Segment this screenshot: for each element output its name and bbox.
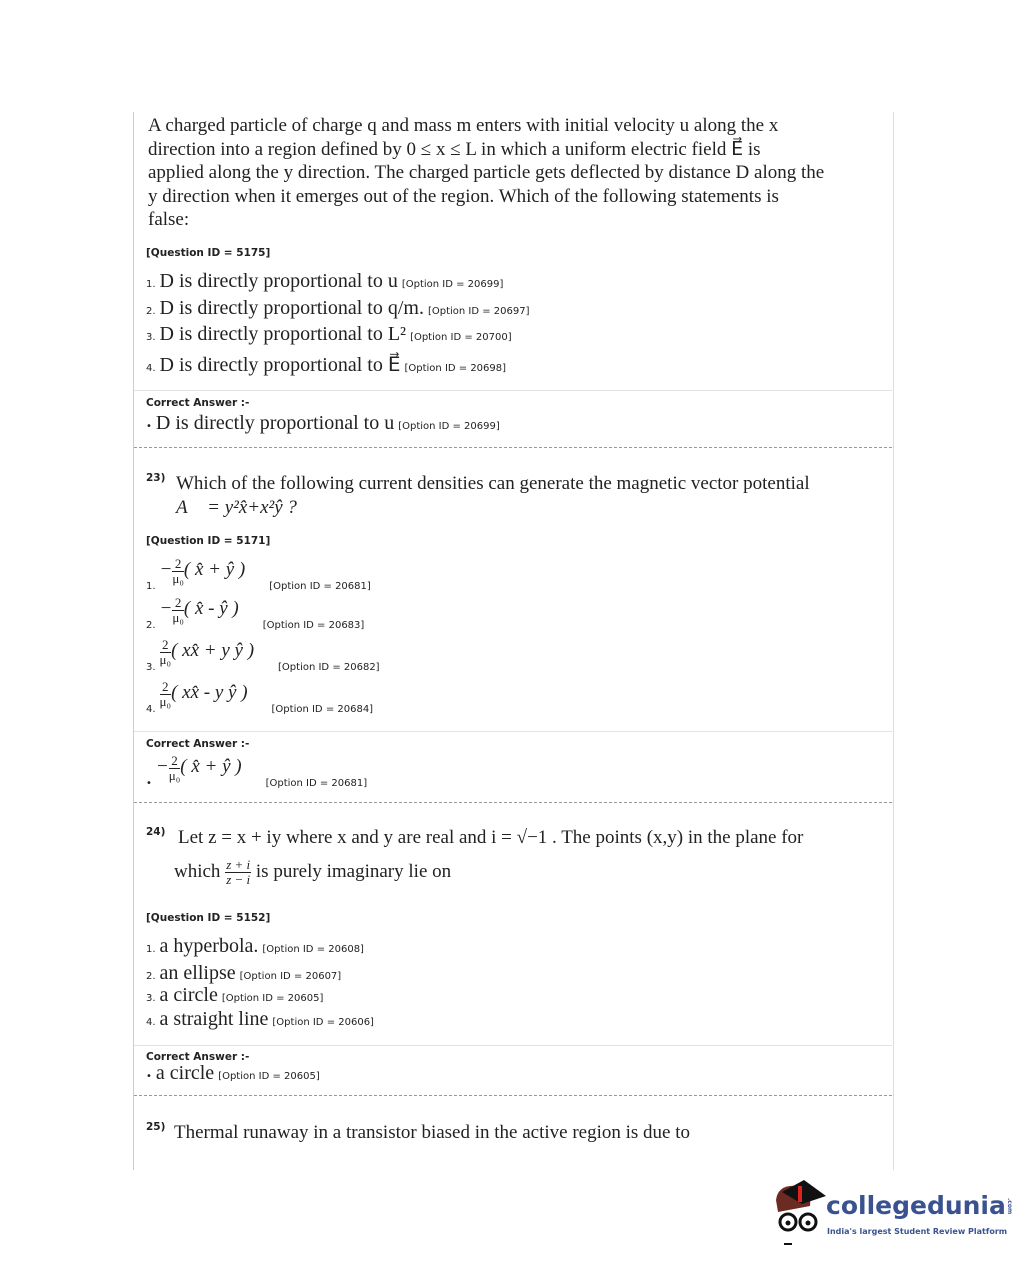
- option-id: [Option ID = 20700]: [410, 332, 512, 343]
- option-number: 3.: [146, 993, 156, 1004]
- option-expr: ( x̂ + ŷ ): [183, 559, 246, 581]
- text-line: false:: [148, 209, 190, 230]
- option-expr: ( xx̂ + y ŷ ): [171, 640, 255, 662]
- option-number: 2.: [146, 620, 156, 632]
- option-3[interactable]: [146, 984, 323, 1007]
- option-2[interactable]: [146, 595, 365, 632]
- logo-suffix: .com: [1005, 1197, 1013, 1214]
- option-text: D is directly proportional to u: [159, 270, 398, 292]
- frac-den: z − i: [226, 872, 251, 887]
- question-id: [Question ID = 5175]: [146, 247, 271, 259]
- answer-text: a circle: [155, 1062, 215, 1084]
- option-number: 4.: [146, 704, 156, 716]
- option-id: [Option ID = 20605]: [218, 1071, 320, 1082]
- text-line: A⃗ = y²x̂+x²ŷ ?: [176, 496, 297, 518]
- option-4[interactable]: [146, 1008, 374, 1031]
- text-line: y direction when it emerges out of the region. Which of the following statements is: [148, 185, 779, 207]
- question-24-line1: Let z = x + iy where x and y are real and i = √−1 . The points (x,y) in the plane for: [178, 827, 804, 848]
- collegedunia-logo: [768, 1178, 826, 1253]
- option-1[interactable]: [146, 270, 503, 293]
- frac-num: 2: [169, 754, 181, 769]
- mascot-icon: [768, 1178, 826, 1248]
- question-24-line2: [174, 858, 451, 887]
- option-text: a hyperbola.: [159, 935, 259, 957]
- option-number: 4.: [146, 363, 156, 374]
- option-id: [Option ID = 20606]: [272, 1017, 374, 1028]
- option-text: D is directly proportional to E⃗: [159, 354, 401, 376]
- option-1[interactable]: [146, 935, 364, 958]
- option-id: [Option ID = 20605]: [221, 993, 324, 1004]
- option-4[interactable]: [146, 679, 374, 716]
- option-id: [Option ID = 20683]: [262, 620, 365, 632]
- option-text: an ellipse: [159, 962, 236, 984]
- frac-num: 2: [160, 680, 172, 695]
- option-4[interactable]: [146, 352, 506, 377]
- text-line: direction into a region defined by 0 ≤ x ≤ L in which a uniform electric field E⃗ is: [148, 138, 761, 160]
- frac-num: z + i: [226, 857, 251, 872]
- question-number: 24): [146, 826, 166, 838]
- sign: −: [155, 756, 169, 778]
- option-expr: ( xx̂ - y ŷ ): [171, 682, 248, 704]
- text-line: A charged particle of charge q and mass m enters with initial velocity u along the x: [148, 115, 779, 136]
- option-text: a circle: [159, 984, 218, 1006]
- option-number: 2.: [146, 306, 156, 317]
- option-2[interactable]: [146, 297, 530, 320]
- option-id: [Option ID = 20684]: [271, 704, 374, 716]
- question-25-text: Thermal runaway in a transistor biased in the active region is due to: [174, 1122, 691, 1143]
- option-id: [Option ID = 20699]: [401, 279, 504, 290]
- question-23-text: [176, 472, 810, 519]
- option-3[interactable]: [146, 323, 512, 346]
- text: is purely imaginary lie on: [255, 860, 452, 882]
- frac-den: μ₀: [172, 571, 184, 586]
- option-number: 4.: [146, 1017, 156, 1028]
- option-id: [Option ID = 20697]: [427, 306, 530, 317]
- divider: [134, 1045, 892, 1046]
- logo-tagline: India's largest Student Review Platform: [827, 1227, 1008, 1236]
- correct-answer: • a circle [Option ID = 20605]: [146, 1062, 320, 1084]
- correct-answer: $_•$ − $\frac{2}{\text{μ₀}}$( x̂ + ŷ ) $_{[Option ID = 20681]}$: [146, 753, 368, 790]
- correct-answer-label: Correct Answer :-: [146, 738, 250, 750]
- option-number: 1.: [146, 279, 156, 290]
- question-id: [Question ID = 5152]: [146, 912, 271, 924]
- question-number: 23): [146, 472, 166, 484]
- answer-expr: ( x̂ + ŷ ): [180, 756, 242, 778]
- frac-num: 2: [172, 557, 184, 572]
- sign: −: [159, 559, 173, 581]
- option-id: [Option ID = 20682]: [278, 662, 380, 674]
- option-3[interactable]: [146, 637, 380, 674]
- correct-answer: • D is directly proportional to u [Option ID = 20699]: [146, 412, 500, 434]
- frac-den: μ₀: [159, 652, 172, 667]
- option-number: 1.: [146, 581, 156, 593]
- question-number: 25): [146, 1121, 166, 1133]
- frac-num: 2: [172, 596, 184, 611]
- option-1[interactable]: [146, 556, 371, 593]
- option-id: [Option ID = 20699]: [398, 421, 500, 432]
- question-separator: [134, 447, 892, 448]
- frac-den: μ₀: [172, 610, 184, 625]
- option-number: 3.: [146, 332, 156, 343]
- option-number: 3.: [146, 662, 156, 674]
- option-text: D is directly proportional to q/m.: [159, 297, 424, 319]
- option-2[interactable]: [146, 962, 341, 985]
- option-number: 2.: [146, 971, 156, 982]
- option-id: [Option ID = 20681]: [265, 778, 368, 790]
- question-22-text: [148, 114, 824, 232]
- correct-answer-label: Correct Answer :-: [146, 1051, 250, 1063]
- frac-den: μ₀: [168, 768, 181, 783]
- question-separator: [134, 802, 892, 803]
- text-line: Which of the following current densities can generate the magnetic vector potential: [176, 473, 810, 494]
- logo-name: collegedunia: [826, 1191, 1006, 1220]
- correct-answer-label: Correct Answer :-: [146, 397, 250, 409]
- frac-den: μ₀: [159, 694, 172, 709]
- option-text: D is directly proportional to L²: [159, 323, 407, 345]
- divider: [134, 390, 892, 391]
- option-id: [Option ID = 20698]: [404, 363, 507, 374]
- question-separator: [134, 1095, 892, 1096]
- text: which: [174, 860, 221, 882]
- answer-text: D is directly proportional to u: [155, 412, 395, 434]
- logo-wordmark: [826, 1191, 1013, 1220]
- text-line: applied along the y direction. The charged particle gets deflected by distance D along the: [148, 162, 825, 183]
- option-number: 1.: [146, 944, 156, 955]
- divider: [134, 731, 892, 732]
- option-id: [Option ID = 20681]: [269, 581, 371, 593]
- option-expr: ( x̂ - ŷ ): [183, 598, 239, 620]
- sign: −: [159, 598, 173, 620]
- question-id: [Question ID = 5171]: [146, 535, 271, 547]
- option-id: [Option ID = 20607]: [239, 971, 342, 982]
- option-id: [Option ID = 20608]: [262, 944, 364, 955]
- frac-num: 2: [160, 638, 172, 653]
- option-text: a straight line: [159, 1008, 269, 1030]
